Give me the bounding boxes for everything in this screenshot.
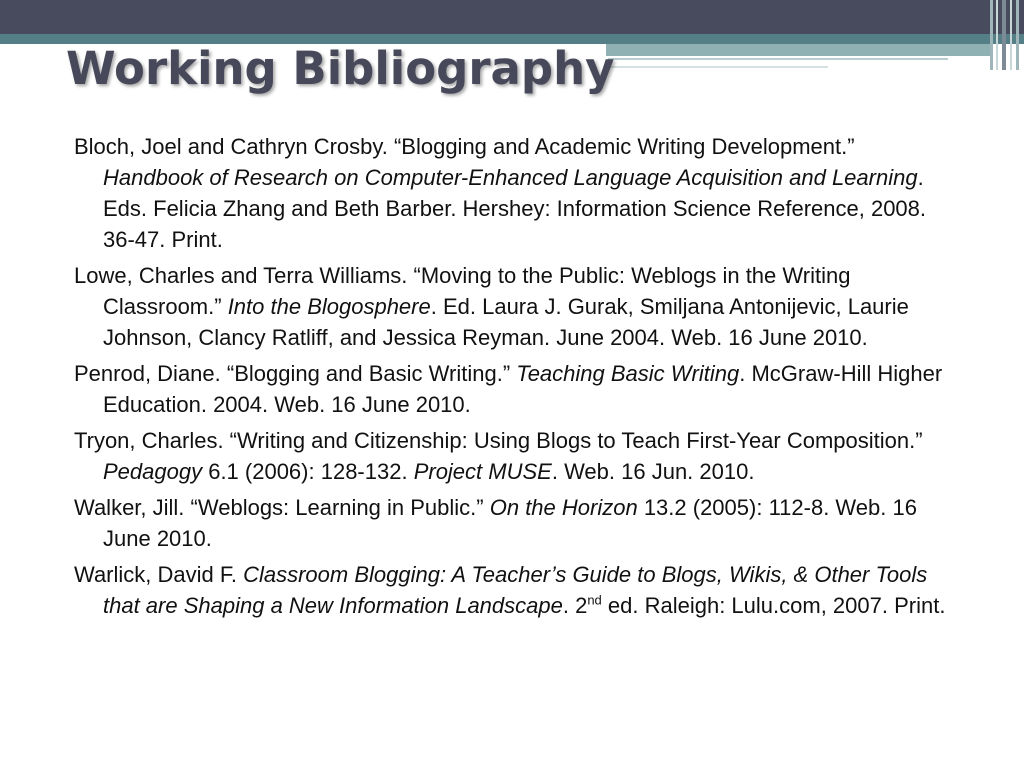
citation-text: . Eds. Felicia Zhang and Beth Barber. Hershey: Information Science Reference, 2008. 36-47. Print.	[103, 165, 927, 252]
corner-stripe	[996, 0, 998, 70]
header-accent-line-secondary	[608, 66, 828, 68]
citation-text: . Ed. Laura J. Gurak, Smiljana Antonijevic, Laurie Johnson, Clancy Ratliff, and Jessica Reyman. June 2004. Web. 16 June 2010.	[103, 294, 909, 350]
bibliography-entry	[74, 559, 954, 621]
citation-text: . Web. 16 Jun. 2010.	[551, 459, 755, 484]
citation-title-italic: Project MUSE	[413, 459, 552, 484]
citation-title-italic: Pedagogy	[103, 459, 203, 484]
citation-text: Bloch, Joel and Cathryn Crosby. “Blogging and Academic Writing Development.”	[74, 134, 855, 159]
corner-stripe	[1010, 0, 1012, 70]
citation-title-italic: Into the Blogosphere	[227, 294, 431, 319]
citation-text: 6.1 (2006): 128-132.	[202, 459, 414, 484]
citation-text: Penrod, Diane. “Blogging and Basic Writing.”	[74, 361, 517, 386]
slide-title: Working Bibliography	[66, 42, 615, 95]
citation-title-italic: Handbook of Research on Computer-Enhanced Language Acquisition and Learning	[103, 165, 918, 190]
header-dark-band	[0, 0, 1024, 34]
citation-text: . McGraw-Hill Higher Education. 2004. Web. 16 June 2010.	[103, 361, 943, 417]
citation-text: Walker, Jill. “Weblogs: Learning in Public.”	[74, 495, 490, 520]
citation-text: Warlick, David F.	[74, 562, 244, 587]
bibliography-entry	[74, 425, 954, 487]
citation-text: . 2	[562, 593, 588, 618]
citation-title-italic: On the Horizon	[489, 495, 638, 520]
citation-title-italic: Classroom Blogging: A Teacher’s Guide to Blogs, Wikis, & Other Tools that are Shaping a New Information Landscape	[103, 562, 928, 618]
header-light-teal-band	[600, 44, 992, 56]
bibliography-entry	[74, 131, 954, 255]
citation-text: Lowe, Charles and Terra Williams. “Moving to the Public: Weblogs in the Writing Classroom.”	[74, 263, 851, 319]
bibliography-list	[74, 131, 954, 626]
citation-text: Tryon, Charles. “Writing and Citizenship: Using Blogs to Teach First-Year Composition.”	[74, 428, 923, 453]
citation-title-italic: Teaching Basic Writing	[516, 361, 740, 386]
corner-stripe	[1002, 0, 1006, 70]
bibliography-entry	[74, 358, 954, 420]
corner-stripe	[990, 0, 993, 70]
bibliography-entry	[74, 492, 954, 554]
ordinal-superscript: nd	[587, 592, 602, 608]
citation-text: 13.2 (2005): 112-8. Web. 16 June 2010.	[103, 495, 917, 551]
header-accent-line	[608, 58, 948, 60]
corner-stripe	[1016, 0, 1019, 70]
citation-text: ed. Raleigh: Lulu.com, 2007. Print.	[601, 593, 946, 618]
bibliography-entry	[74, 260, 954, 353]
